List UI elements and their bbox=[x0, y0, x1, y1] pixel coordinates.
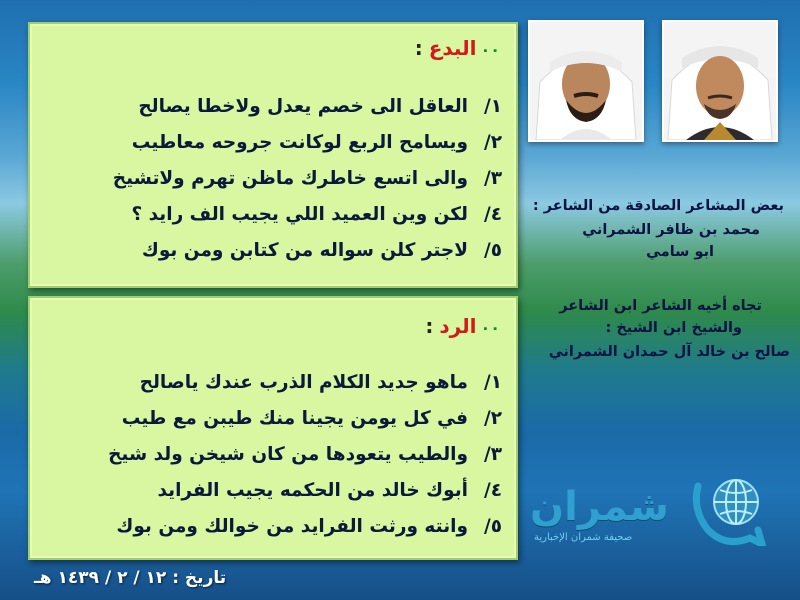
verse-text: وانته ورثت الفرايد من خوالك ومن بوك bbox=[116, 516, 468, 537]
verse-line bbox=[113, 168, 502, 189]
heading-dots: ٠٠ bbox=[480, 40, 500, 59]
verse-number: ٤/ bbox=[483, 204, 502, 225]
heading-title: الرد bbox=[439, 314, 477, 338]
poet-name: محمد بن ظافر الشمراني bbox=[582, 222, 760, 238]
portrait-photo-right bbox=[662, 20, 778, 142]
portrait-photo-left bbox=[528, 20, 644, 142]
globe-icon bbox=[690, 466, 780, 546]
verse-number: ١/ bbox=[483, 96, 502, 117]
verse-text: والطيب يتعودها من كان شيخن ولد شيخ bbox=[108, 444, 468, 465]
verse-line bbox=[142, 240, 502, 261]
date-label: تاريخ : ١٢ / ٢ / ١٤٣٩ هـ bbox=[34, 568, 227, 588]
initiation-heading bbox=[415, 36, 500, 60]
initiation-panel bbox=[28, 22, 518, 288]
heading-colon: : bbox=[425, 314, 434, 338]
poet-kunya: ابو سامي bbox=[646, 244, 714, 260]
verse-number: ٢/ bbox=[483, 132, 502, 153]
verse-line bbox=[132, 132, 502, 153]
verse-line bbox=[138, 96, 502, 117]
verse-line bbox=[122, 408, 502, 429]
verse-text: لاجتر كلن سواله من كتابن ومن بوك bbox=[141, 240, 468, 261]
verse-text: والى اتسع خاطرك ماظن تهرم ولاتشيخ bbox=[112, 168, 468, 189]
verse-number: ٣/ bbox=[483, 444, 502, 465]
verse-text: ماهو جديد الكلام الذرب عندك ياصالح bbox=[139, 372, 468, 393]
towards-line-1: تجاه أخيه الشاعر ابن الشاعر bbox=[559, 298, 762, 314]
verse-line bbox=[116, 516, 502, 537]
side-intro: بعض المشاعر الصادقة من الشاعر : bbox=[532, 198, 784, 214]
brand-logo-tagline: صحيفة شمران الإخبارية bbox=[534, 532, 633, 543]
verse-number: ٤/ bbox=[483, 480, 502, 501]
verse-number: ٥/ bbox=[483, 240, 502, 261]
towards-line-2: والشيخ ابن الشيخ : bbox=[605, 320, 742, 336]
verse-number: ١/ bbox=[483, 372, 502, 393]
verse-number: ٥/ bbox=[483, 516, 502, 537]
verse-number: ٣/ bbox=[483, 168, 502, 189]
heading-dots: ٠٠ bbox=[480, 318, 500, 337]
verse-text: لكن وين العميد اللي يجيب الف رايد ؟ bbox=[131, 204, 468, 225]
towards-line-3: صالح بن خالد آل حمدان الشمراني bbox=[548, 344, 790, 360]
heading-title: البدع bbox=[428, 36, 477, 60]
brand-logo-name: شمران bbox=[530, 484, 669, 530]
heading-colon: : bbox=[414, 36, 423, 60]
verse-number: ٢/ bbox=[483, 408, 502, 429]
portrait-right-image bbox=[664, 22, 776, 140]
portrait-left-image bbox=[530, 22, 642, 140]
reply-heading bbox=[425, 314, 500, 338]
verse-line bbox=[108, 444, 502, 465]
verse-line bbox=[157, 480, 502, 501]
verse-text: أبوك خالد من الحكمه يجيب الفرايد bbox=[157, 480, 468, 501]
verse-text: في كل يومن يجينا منك طيبن مع طيب bbox=[121, 408, 468, 429]
verse-line bbox=[140, 372, 502, 393]
reply-panel bbox=[28, 296, 518, 560]
verse-line bbox=[131, 204, 502, 225]
verse-text: العاقل الى خصم يعدل ولاخطا يصالح bbox=[138, 96, 468, 117]
verse-text: ويسامح الربع لوكانت جروحه معاطيب bbox=[131, 132, 468, 153]
